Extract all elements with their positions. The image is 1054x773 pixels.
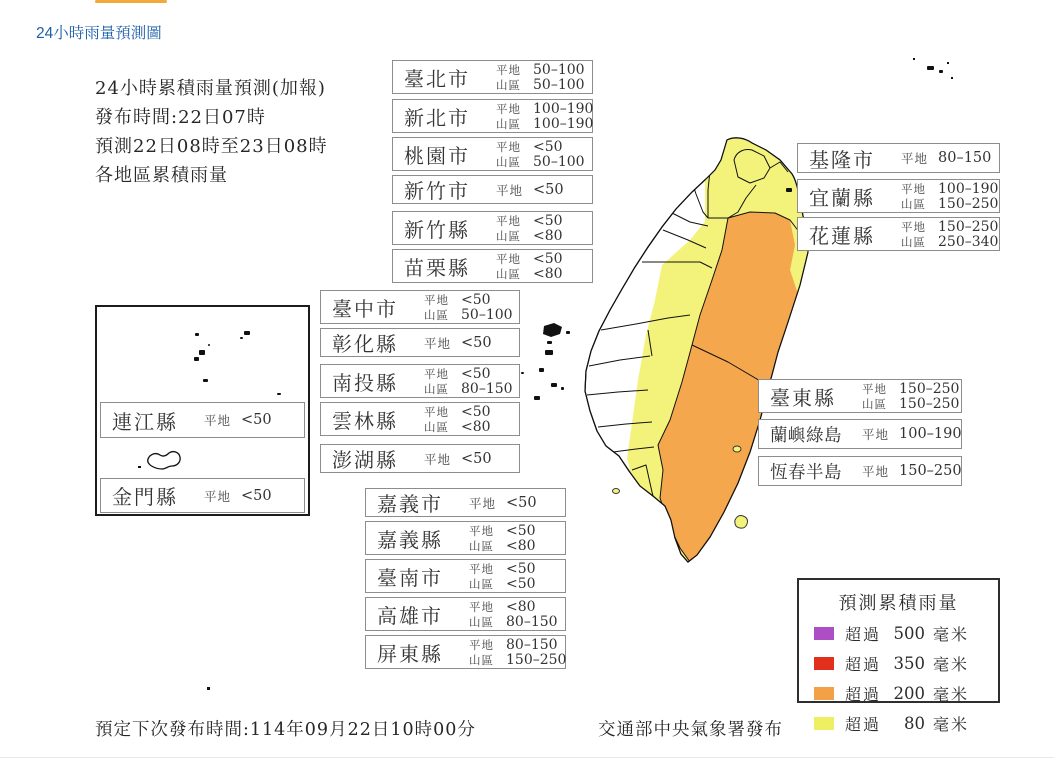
area-label: 平地 <box>496 213 521 228</box>
area-label: 平地 <box>469 599 494 614</box>
legend-row-80 <box>814 712 998 735</box>
region-box-kinmen <box>100 478 305 513</box>
area-value: 50–100 <box>533 153 585 170</box>
area-value: 150–250 <box>938 195 999 212</box>
region-values <box>862 464 962 479</box>
region-box-kaohsiung <box>365 597 566 631</box>
region-box-changhua <box>320 328 520 357</box>
area-value: 100–190 <box>533 100 594 117</box>
area-label: 山區 <box>496 116 521 131</box>
region-name: 高雄市 <box>377 603 443 628</box>
page-title[interactable]: 24小時雨量預測圖 <box>36 25 162 42</box>
region-box-lanyu-green-island <box>758 419 962 449</box>
area-label: 平地 <box>424 451 452 467</box>
legend-row-350 <box>814 652 998 675</box>
region-name: 臺北市 <box>404 66 470 91</box>
region-box-lienchiang <box>100 402 305 438</box>
header-line-1: 24小時累積雨量預測(加報) <box>95 78 326 99</box>
area-label: 山區 <box>901 234 926 249</box>
area-label: 平地 <box>469 495 497 511</box>
region-name: 金門縣 <box>112 485 178 509</box>
area-label: 平地 <box>469 637 494 652</box>
area-value: <50 <box>461 334 492 351</box>
region-box-hsinchu-city <box>392 175 593 204</box>
region-values <box>469 495 537 510</box>
area-label: 平地 <box>424 292 449 307</box>
region-box-yilan <box>797 179 1000 213</box>
region-name: 嘉義市 <box>377 492 443 516</box>
region-values <box>424 292 513 322</box>
legend-value: 500 <box>893 624 926 643</box>
region-name: 花蓮縣 <box>809 223 875 248</box>
area-label: 平地 <box>496 182 524 198</box>
area-value: 150–250 <box>899 380 960 397</box>
region-values <box>469 561 536 591</box>
area-value: 150–250 <box>506 651 567 668</box>
region-values <box>901 151 991 166</box>
orchid-island <box>735 516 748 529</box>
region-values <box>424 335 492 350</box>
legend-unit: 毫米 <box>933 655 970 674</box>
area-label: 平地 <box>901 181 926 196</box>
region-box-taoyuan <box>392 137 593 171</box>
liuqiu-island <box>613 489 620 494</box>
area-label: 平地 <box>496 62 521 77</box>
region-name: 雲林縣 <box>332 408 398 433</box>
legend-color-over-200 <box>814 687 834 700</box>
area-value: 100–190 <box>533 115 594 132</box>
area-value: <50 <box>533 138 563 155</box>
area-value: <50 <box>533 212 563 229</box>
area-label: 平地 <box>469 523 494 538</box>
header-line-4: 各地區累積雨量 <box>95 165 228 186</box>
region-name: 臺南市 <box>377 565 443 590</box>
region-values <box>424 366 513 396</box>
region-box-pingtung <box>365 635 566 669</box>
area-label: 山區 <box>496 266 521 281</box>
legend-value: 350 <box>893 654 926 673</box>
area-label: 山區 <box>424 419 449 434</box>
region-box-nantou <box>320 364 520 398</box>
area-label: 平地 <box>496 101 521 116</box>
legend-unit: 毫米 <box>933 685 970 704</box>
legend-title: 預測累積雨量 <box>838 593 959 614</box>
area-label: 山區 <box>496 228 521 243</box>
region-values <box>496 62 585 92</box>
region-name: 桃園市 <box>404 143 470 168</box>
area-value: 150–250 <box>899 395 960 412</box>
region-values <box>901 181 998 211</box>
legend-row-500 <box>814 622 998 645</box>
area-value: 50–100 <box>533 76 585 93</box>
area-value: <50 <box>506 522 536 539</box>
area-label: 山區 <box>469 576 494 591</box>
region-values <box>469 637 566 667</box>
region-name: 嘉義縣 <box>377 527 443 552</box>
region-values <box>862 427 962 442</box>
region-values <box>496 213 563 243</box>
area-label: 山區 <box>901 196 926 211</box>
area-label: 山區 <box>424 381 449 396</box>
region-values <box>862 381 959 411</box>
window-bottom-edge <box>0 757 1054 758</box>
area-label: 平地 <box>901 151 929 166</box>
area-label: 山區 <box>469 652 494 667</box>
area-value: <50 <box>461 291 491 308</box>
legend-color-over-500 <box>814 627 834 640</box>
region-values <box>496 139 585 169</box>
region-name: 恆春半島 <box>770 462 842 483</box>
region-box-keelung <box>797 143 1000 173</box>
area-label: 平地 <box>424 366 449 381</box>
region-values <box>496 101 593 131</box>
area-label: 平地 <box>496 251 521 266</box>
region-box-chiayi-city <box>365 488 566 517</box>
region-box-taipei-city <box>392 60 593 94</box>
legend-unit: 毫米 <box>933 625 970 644</box>
region-values <box>204 413 272 428</box>
legend-prefix: 超過 <box>845 715 882 734</box>
region-name: 基隆市 <box>809 147 875 172</box>
area-label: 山區 <box>469 614 494 629</box>
region-values <box>901 219 998 249</box>
area-label: 平地 <box>204 488 232 504</box>
region-box-hualien <box>797 217 1000 251</box>
legend-value: 200 <box>893 684 926 703</box>
area-label: 平地 <box>496 139 521 154</box>
region-name: 連江縣 <box>112 409 178 434</box>
region-name: 澎湖縣 <box>332 448 398 472</box>
area-value: <50 <box>241 487 272 504</box>
area-value: <50 <box>461 403 491 420</box>
rainfall-legend <box>797 578 1000 734</box>
area-value: <50 <box>506 560 536 577</box>
region-name: 苗栗縣 <box>404 255 470 280</box>
region-name: 新竹縣 <box>404 217 470 242</box>
area-value: <80 <box>506 598 536 615</box>
region-name: 臺東縣 <box>770 385 836 410</box>
region-values <box>424 404 491 434</box>
region-box-chiayi-county <box>365 521 566 555</box>
region-name: 新北市 <box>404 105 470 130</box>
region-values <box>496 251 563 281</box>
area-value: <50 <box>506 575 536 592</box>
area-value: 50–100 <box>461 306 513 323</box>
legend-prefix: 超過 <box>845 655 882 674</box>
area-value: <50 <box>506 494 537 511</box>
area-value: 100–190 <box>899 426 962 442</box>
region-name: 彰化縣 <box>332 332 398 356</box>
header-line-2: 發布時間:22日07時 <box>95 107 266 128</box>
area-value: 80–150 <box>506 636 558 653</box>
region-values <box>469 523 536 553</box>
region-box-penghu <box>320 444 520 473</box>
legend-value: 80 <box>904 714 926 733</box>
area-label: 平地 <box>424 335 452 351</box>
penghu-islands <box>521 323 570 400</box>
legend-unit: 毫米 <box>933 715 970 734</box>
area-value: <50 <box>461 450 492 467</box>
area-value: 150–250 <box>938 218 999 235</box>
legend-row-200 <box>814 682 998 705</box>
region-box-tainan <box>365 559 566 593</box>
area-label: 山區 <box>424 307 449 322</box>
area-value: <50 <box>241 412 272 428</box>
area-value: 150–250 <box>899 463 962 479</box>
region-name: 南投縣 <box>332 370 398 395</box>
area-label: 平地 <box>424 404 449 419</box>
area-value: 100–190 <box>938 180 999 197</box>
green-island <box>733 446 741 452</box>
area-label: 平地 <box>469 561 494 576</box>
region-name: 蘭嶼綠島 <box>770 425 842 446</box>
area-label: 山區 <box>862 396 887 411</box>
area-value: 80–150 <box>506 613 558 630</box>
area-value: <50 <box>461 365 491 382</box>
area-label: 平地 <box>862 381 887 396</box>
region-name: 臺中市 <box>332 296 398 321</box>
region-name: 屏東縣 <box>377 641 443 666</box>
area-value: <80 <box>461 418 491 435</box>
area-label: 山區 <box>496 154 521 169</box>
area-value: 250–340 <box>938 233 999 250</box>
area-label: 平地 <box>204 413 232 428</box>
region-name: 新竹市 <box>404 179 470 203</box>
next-release-time: 預定下次發布時間:114年09月22日10時00分 <box>95 720 476 740</box>
area-value: <80 <box>506 537 536 554</box>
area-label: 山區 <box>496 77 521 92</box>
area-value: 80–150 <box>461 380 513 397</box>
region-name: 宜蘭縣 <box>809 185 875 210</box>
region-box-hsinchu-county <box>392 211 593 245</box>
region-values <box>469 599 558 629</box>
area-value: <80 <box>533 265 563 282</box>
legend-prefix: 超過 <box>845 625 882 644</box>
area-value: <50 <box>533 250 563 267</box>
header-line-3: 預測22日08時至23日08時 <box>95 136 328 157</box>
region-box-hengchun-peninsula <box>758 456 962 486</box>
area-value: <50 <box>533 181 564 198</box>
area-label: 平地 <box>862 464 890 479</box>
region-values <box>204 488 272 503</box>
region-values <box>424 451 492 466</box>
region-box-miaoli <box>392 249 593 283</box>
area-label: 平地 <box>901 219 926 234</box>
area-value: <80 <box>533 227 563 244</box>
region-values <box>496 182 564 197</box>
legend-color-over-350 <box>814 657 834 670</box>
region-box-taichung <box>320 290 520 324</box>
legend-prefix: 超過 <box>845 685 882 704</box>
area-label: 山區 <box>469 538 494 553</box>
region-box-new-taipei <box>392 99 593 133</box>
issuer: 交通部中央氣象署發布 <box>598 720 783 740</box>
area-label: 平地 <box>862 427 890 442</box>
area-value: 80–150 <box>938 150 992 166</box>
area-value: 50–100 <box>533 61 585 78</box>
region-box-taitung <box>758 379 962 413</box>
region-box-yunlin <box>320 402 520 436</box>
legend-color-over-80 <box>814 717 834 730</box>
